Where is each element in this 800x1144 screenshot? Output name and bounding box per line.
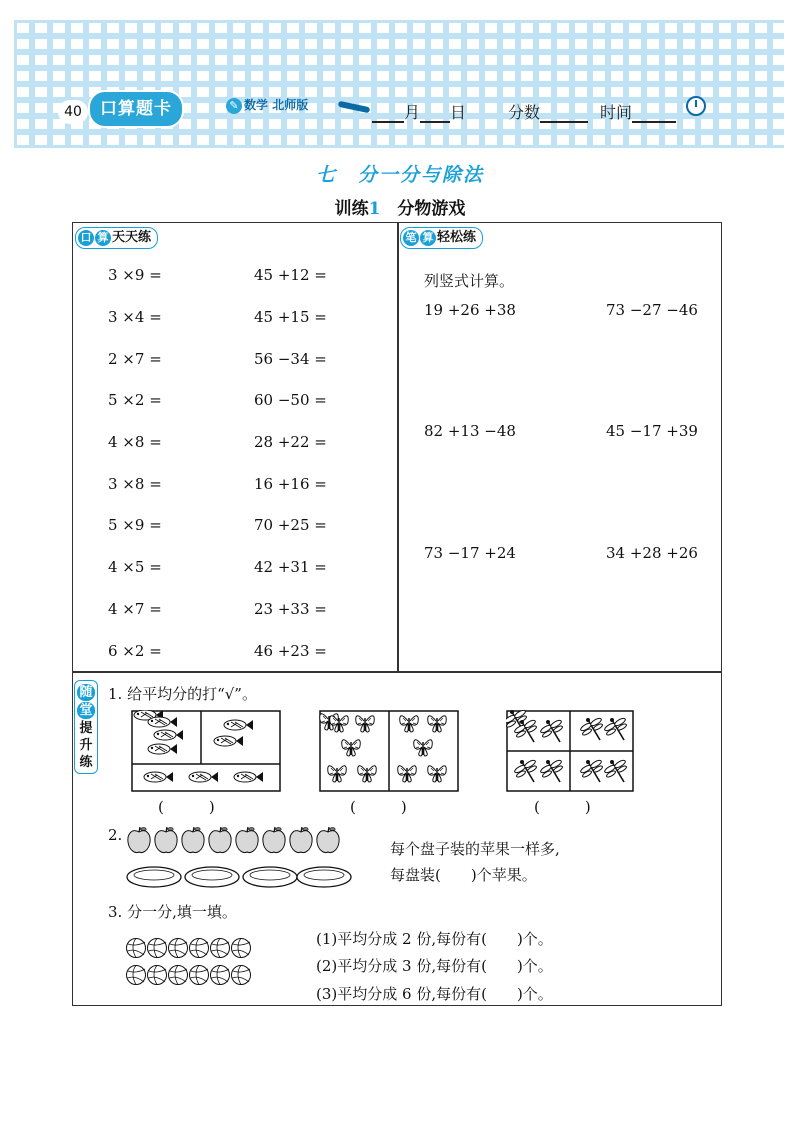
oral-left-5: 4 ×8 = bbox=[108, 433, 162, 451]
q1-answer-2[interactable]: ( ) bbox=[350, 798, 407, 816]
tag-char: 练 bbox=[79, 755, 93, 770]
apple-icon bbox=[182, 827, 204, 853]
tag-char: 堂 bbox=[77, 702, 95, 719]
month-blank bbox=[372, 121, 404, 123]
tag-label: 轻松练 bbox=[437, 230, 477, 245]
q2-line-2: 每盘装( )个苹果。 bbox=[390, 866, 537, 884]
plate-icon bbox=[127, 867, 181, 887]
q3-item-3: (3)平均分成 6 份,每份有( )个。 bbox=[316, 985, 553, 1003]
score-label: 分数 bbox=[508, 103, 541, 122]
apple-icon bbox=[317, 827, 339, 853]
day-blank bbox=[420, 121, 450, 123]
written-problem-1: 19 +26 +38 bbox=[424, 301, 516, 319]
apple-icon bbox=[155, 827, 177, 853]
written-problem-5: 73 −17 +24 bbox=[424, 544, 516, 562]
oral-right-7: 70 +25 = bbox=[254, 516, 327, 534]
subject-badge bbox=[226, 96, 308, 114]
written-practice-tag bbox=[400, 227, 483, 249]
volleyball-icon bbox=[169, 966, 188, 985]
tag-char: 算 bbox=[95, 230, 111, 246]
time-field bbox=[600, 100, 676, 123]
volleyball-icon bbox=[148, 966, 167, 985]
subject-label: 数学 bbox=[244, 98, 269, 112]
dragonfly-picture bbox=[506, 710, 634, 792]
butterfly-picture bbox=[319, 710, 459, 792]
fish-picture bbox=[131, 710, 281, 792]
lesson-number: 1 bbox=[368, 199, 381, 219]
column-divider bbox=[397, 222, 399, 672]
tag-char: 口 bbox=[78, 230, 94, 246]
score-blank bbox=[540, 121, 588, 123]
written-instruction: 列竖式计算。 bbox=[424, 272, 515, 290]
tag-char: 随 bbox=[77, 684, 95, 701]
oral-left-1: 3 ×9 = bbox=[108, 266, 162, 284]
volleyball-icon bbox=[127, 966, 146, 985]
volleyballs-picture bbox=[126, 937, 268, 989]
oral-practice-tag bbox=[75, 227, 158, 249]
lesson-prefix: 训练 bbox=[334, 199, 369, 219]
tag-char: 算 bbox=[420, 230, 436, 246]
oral-left-10: 6 ×2 = bbox=[108, 642, 162, 660]
apple-icon bbox=[209, 827, 231, 853]
volleyball-icon bbox=[190, 966, 209, 985]
q3-item-1: (1)平均分成 2 份,每份有( )个。 bbox=[316, 930, 553, 948]
oral-right-6: 16 +16 = bbox=[254, 475, 327, 493]
oral-left-6: 3 ×8 = bbox=[108, 475, 162, 493]
practice-tag bbox=[74, 680, 98, 774]
q1-answer-1[interactable]: ( ) bbox=[158, 798, 215, 816]
volleyball-icon bbox=[232, 966, 251, 985]
oral-right-4: 60 −50 = bbox=[254, 391, 327, 409]
oral-right-9: 23 +33 = bbox=[254, 600, 327, 618]
time-blank bbox=[632, 121, 676, 123]
edition-label: 北师版 bbox=[272, 98, 309, 112]
apple-icon bbox=[263, 827, 285, 853]
oral-right-1: 45 +12 = bbox=[254, 266, 327, 284]
volleyball-icon bbox=[169, 939, 188, 958]
oral-right-5: 28 +22 = bbox=[254, 433, 327, 451]
oral-right-10: 46 +23 = bbox=[254, 642, 327, 660]
q2-line-1: 每个盘子装的苹果一样多, bbox=[390, 840, 560, 858]
tag-char: 笔 bbox=[403, 230, 419, 246]
tag-char: 提 bbox=[79, 721, 93, 736]
tag-char: 升 bbox=[79, 738, 93, 753]
chapter-title: 七 分一分与除法 bbox=[315, 164, 484, 186]
oral-right-2: 45 +15 = bbox=[254, 308, 327, 326]
volleyball-icon bbox=[211, 939, 230, 958]
oral-left-7: 5 ×9 = bbox=[108, 516, 162, 534]
time-label: 时间 bbox=[600, 103, 633, 122]
q3-item-2: (2)平均分成 3 份,每份有( )个。 bbox=[316, 957, 553, 975]
written-problem-3: 82 +13 −48 bbox=[424, 422, 516, 440]
apple-icon bbox=[128, 827, 150, 853]
oral-right-8: 42 +31 = bbox=[254, 558, 327, 576]
volleyball-icon bbox=[127, 939, 146, 958]
apples-and-plates bbox=[126, 826, 352, 890]
q3-title: 3. 分一分,填一填。 bbox=[108, 903, 237, 921]
lesson-name: 分物游戏 bbox=[397, 199, 466, 219]
clock-icon bbox=[686, 96, 706, 116]
month-label: 月 bbox=[404, 103, 421, 122]
plate-icon bbox=[297, 867, 351, 887]
q1-text: 1. 给平均分的打“√”。 bbox=[108, 685, 257, 703]
oral-left-2: 3 ×4 = bbox=[108, 308, 162, 326]
date-field bbox=[372, 100, 466, 123]
tag-label: 天天练 bbox=[112, 230, 152, 245]
header-banner bbox=[14, 20, 784, 148]
oral-left-4: 5 ×2 = bbox=[108, 391, 162, 409]
plate-icon bbox=[185, 867, 239, 887]
day-label: 日 bbox=[450, 103, 467, 122]
lesson-title bbox=[0, 194, 800, 219]
oral-left-3: 2 ×7 = bbox=[108, 350, 162, 368]
score-field bbox=[508, 100, 588, 123]
q2-number: 2. bbox=[108, 826, 123, 844]
checker-pattern bbox=[14, 20, 784, 148]
volleyball-icon bbox=[148, 939, 167, 958]
written-problem-4: 45 −17 +39 bbox=[606, 422, 698, 440]
oral-left-9: 4 ×7 = bbox=[108, 600, 162, 618]
oral-left-8: 4 ×5 = bbox=[108, 558, 162, 576]
section-divider bbox=[72, 671, 722, 673]
q1-answer-3[interactable]: ( ) bbox=[534, 798, 591, 816]
volleyball-icon bbox=[232, 939, 251, 958]
subject-icon: ✎ bbox=[226, 98, 242, 114]
written-problem-2: 73 −27 −46 bbox=[606, 301, 698, 319]
plate-icon bbox=[243, 867, 297, 887]
volleyball-icon bbox=[211, 966, 230, 985]
page-number: 40 bbox=[58, 100, 88, 124]
apple-icon bbox=[236, 827, 258, 853]
written-problem-6: 34 +28 +26 bbox=[606, 544, 698, 562]
brand-logo: 口算题卡 bbox=[88, 90, 184, 128]
apple-icon bbox=[290, 827, 312, 853]
volleyball-icon bbox=[190, 939, 209, 958]
oral-right-3: 56 −34 = bbox=[254, 350, 327, 368]
